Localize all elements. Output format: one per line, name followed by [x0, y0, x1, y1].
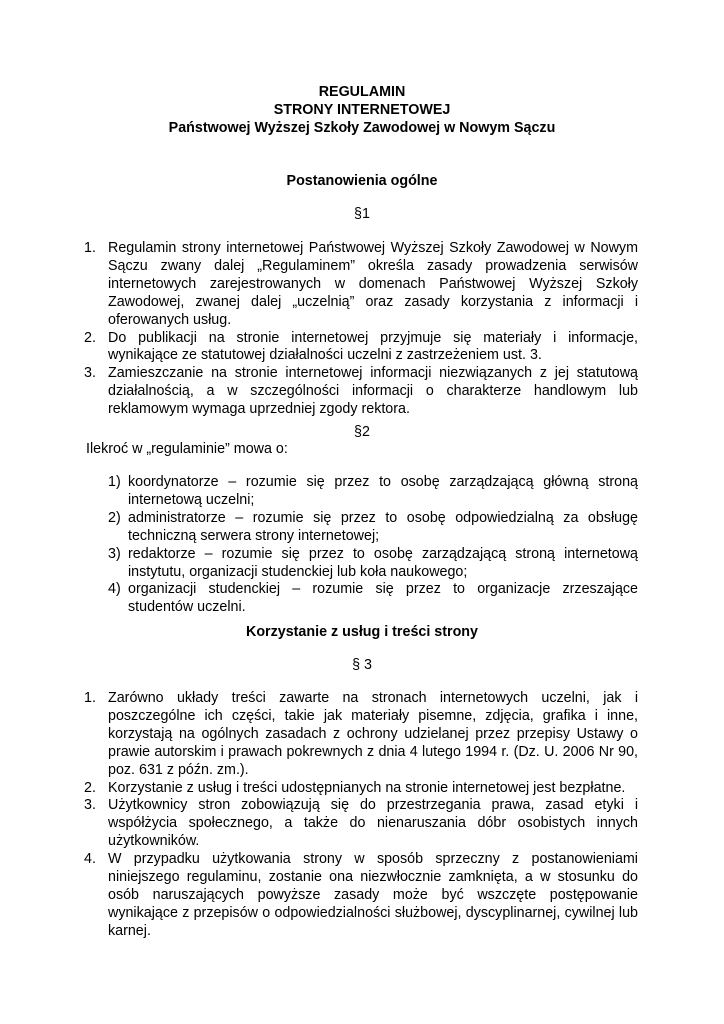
definitions-intro: Ilekroć w „regulaminie” mowa o:: [86, 441, 288, 457]
section-heading-general: Postanowienia ogólne: [286, 173, 438, 189]
item-number: 4.: [84, 851, 96, 868]
section-heading-usage: Korzystanie z usług i treści strony: [246, 624, 478, 640]
item-number: 1): [108, 474, 121, 490]
item-text: organizacji studenckiej – rozumie się przez to organizacje zrzeszające studentów uczelni.: [128, 581, 638, 616]
item-number: 3): [108, 545, 121, 562]
document-title: REGULAMIN: [318, 84, 406, 100]
item-text: W przypadku użytkowania strony w sposób sprzeczny z postanowieniami niniejszego regulaminu, zostanie ona niezwłocznie zamknięta, a w stosunku do osób naruszających powyższe zasady może być wszczęte postępowanie wynikające z przepisów o odpowiedzialności służbowej, dyscyplinarnej, cywilnej lub karnej.: [108, 851, 638, 939]
paragraph-mark-1: §1: [354, 206, 370, 222]
item-text: Zarówno układy treści zawarte na stronach internetowych uczelni, jak i poszczególne ich części, takie jak materiały pisemne, zdjęcia, grafika i inne, korzystają na ogólnych zasadach z ochrony udzielanej przez przepisy Ustawy o prawie autorskim i prawach pokrewnych z dnia 4 lutego 1994 r. (Dz. U. 2006 Nr 90, poz. 631 z późn. zm.).: [108, 690, 638, 778]
item-number: 3.: [84, 797, 96, 814]
item-text: Użytkownicy stron zobowiązują się do przestrzegania prawa, zasad etyki i współżycia społecznego, a także do nienaruszania dóbr osobistych innych użytkowników.: [108, 797, 638, 850]
list-item: [84, 779, 638, 798]
item-text: Korzystanie z usług i treści udostępnianych na stronie internetowej jest bezpłatne.: [108, 779, 626, 796]
list-item: [84, 240, 638, 330]
item-text: Zamieszczanie na stronie internetowej informacji niezwiązanych z jej statutową działalnością, a w szczególności informacji o charakterze handlowym lub reklamowym wymaga uprzedniej zgody rektora.: [108, 365, 638, 418]
section2-list: [108, 474, 638, 617]
item-number: 2): [108, 509, 121, 526]
list-item: [84, 797, 638, 851]
item-number: 2.: [84, 779, 96, 796]
item-number: 4): [108, 581, 121, 598]
item-number: 1.: [84, 690, 96, 706]
item-text: administratorze – rozumie się przez to osobę odpowiedzialną za obsługę techniczną serwera strony internetowej;: [128, 509, 638, 544]
item-number: 1.: [84, 240, 96, 256]
list-item: [108, 509, 638, 546]
document-subtitle: STRONY INTERNETOWEJ: [273, 102, 451, 118]
list-item: [84, 329, 638, 366]
list-item: [84, 851, 638, 941]
item-number: 2.: [84, 329, 96, 346]
list-item: [108, 474, 638, 510]
section3-list: [84, 690, 638, 941]
institution-name: Państwowej Wyższej Szkoły Zawodowej w Nowym Sączu: [168, 120, 556, 136]
paragraph-mark-2: §2: [354, 424, 370, 440]
list-item: [84, 690, 638, 780]
list-item: [108, 581, 638, 617]
item-number: 3.: [84, 365, 96, 382]
item-text: Do publikacji na stronie internetowej przyjmuje się materiały i informacje, wynikające ze statutowej działalności uczelni z zastrzeżeniem ust. 3.: [108, 329, 638, 364]
item-text: koordynatorze – rozumie się przez to osobę zarządzającą główną stroną internetową uczelni;: [128, 474, 638, 508]
list-item: [108, 545, 638, 582]
item-text: Regulamin strony internetowej Państwowej Wyższej Szkoły Zawodowej w Nowym Sączu zwany dalej „Regulaminem” określa zasady prowadzenia serwisów internetowych zarejestrowanych w domenach Państwowej Wyższej Szkoły Zawodowej, zwanej dalej „uczelnią” oraz zasady korzystania z informacji i oferowanych usług.: [108, 240, 638, 328]
list-item: [84, 365, 638, 419]
item-text: redaktorze – rozumie się przez to osobę zarządzającą stroną internetową instytutu, organizacji studenckiej lub koła naukowego;: [128, 545, 638, 580]
paragraph-mark-3: § 3: [352, 657, 372, 673]
section1-list: [84, 240, 638, 419]
